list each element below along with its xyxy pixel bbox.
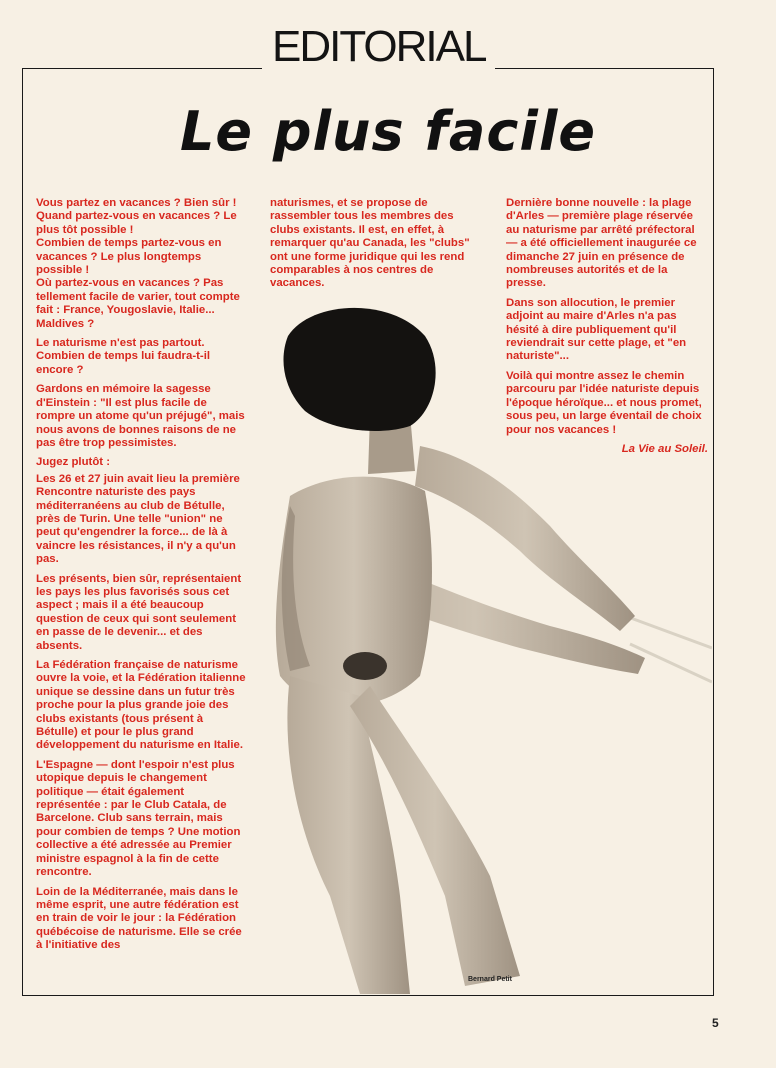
photo-man-pulling-rope (250, 296, 712, 994)
paragraph: Quand partez-vous en vacances ? Le plus tôt possible ! (36, 210, 237, 236)
paragraph: Voilà qui montre assez le chemin parcouru par l'idée naturiste depuis l'époque héroïque... et nous promet, sous peu, un large éventail de choix pour nos vacances ! (506, 369, 702, 436)
paragraph: Le naturisme n'est pas partout. Combien de temps lui faudra-t-il encore ? (36, 337, 211, 376)
paragraph: Les 26 et 27 juin avait lieu la première Rencontre naturiste des pays méditerranéens au club de Bétulle, près de Turin. Une telle "union" ne peut qu'engendrer la force... de là à vaincre les résistances, il n'y a qu'un pas. (36, 472, 240, 566)
column-2 (270, 197, 480, 297)
paragraph: Dans son allocution, le premier adjoint au maire d'Arles n'a pas hésité à dire publiquement qu'il reviendrait sur cette plage, et "en naturiste"... (506, 296, 687, 363)
paragraph: naturismes, et se propose de rassembler tous les membres des clubs existants. Il est, en effet, à remarquer qu'au Canada, les "clubs" ont une forme juridique qui les rend comparables à nos centres de vacances. (270, 197, 470, 290)
paragraph: Où partez-vous en vacances ? Pas tellement facile de varier, tout compte fait : France, Yougoslavie, Italie... Maldives ? (36, 277, 240, 330)
paragraph: Dernière bonne nouvelle : la plage d'Arles — première plage réservée au naturisme par arrêté préfectoral — a été officiellement inaugurée ce dimanche 27 juin en présence de nombreuses autorités et de la presse. (506, 197, 697, 290)
paragraph: L'Espagne — dont l'espoir n'est plus utopique depuis le changement politique — était également représentée : par le Club Catala, de Barcelone. Club sans terrain, mais pour combien de temps ? Une motion collective a été adressée au Premier ministre espagnol à la fin de cette rencontre. (36, 758, 241, 879)
paragraph: Gardons en mémoire la sagesse d'Einstein : "Il est plus facile de rompre un atome qu'un préjugé", mais nous avons de bonnes raisons de ne pas être trop pessimistes. (36, 383, 245, 449)
paragraph: La Fédération française de naturisme ouvre la voie, et la Fédération italienne unique se dessine dans un futur très proche pour la plus grande joie des clubs existants (tous présent à Bétulle) et pour le plus grand développement du naturisme en Italie. (36, 659, 246, 752)
signature: La Vie au Soleil. (621, 442, 708, 455)
column-1 (36, 197, 246, 959)
paragraph: Combien de temps partez-vous en vacances ? Le plus longtemps possible ! (36, 237, 222, 277)
paragraph: Les présents, bien sûr, représentaient les pays les plus favorisés sous cet aspect ; mais il a été beaucoup question de ceux qui sont seulement en passe de le devenir... et des absents. (36, 572, 242, 652)
photo-credit: Bernard Petit (468, 976, 512, 983)
headline: Le plus facile (180, 100, 596, 163)
section-rubric: EDITORIAL (262, 22, 495, 72)
paragraph: Vous partez en vacances ? Bien sûr ! (36, 197, 237, 209)
page-number: 5 (712, 1016, 719, 1030)
subheading: Jugez plutôt : (36, 456, 111, 469)
paragraph: Loin de la Méditerranée, mais dans le même esprit, une autre fédération est en train de voir le jour : la Fédération québécoise de naturisme. Elle se crée à l'initiative des (36, 885, 242, 952)
